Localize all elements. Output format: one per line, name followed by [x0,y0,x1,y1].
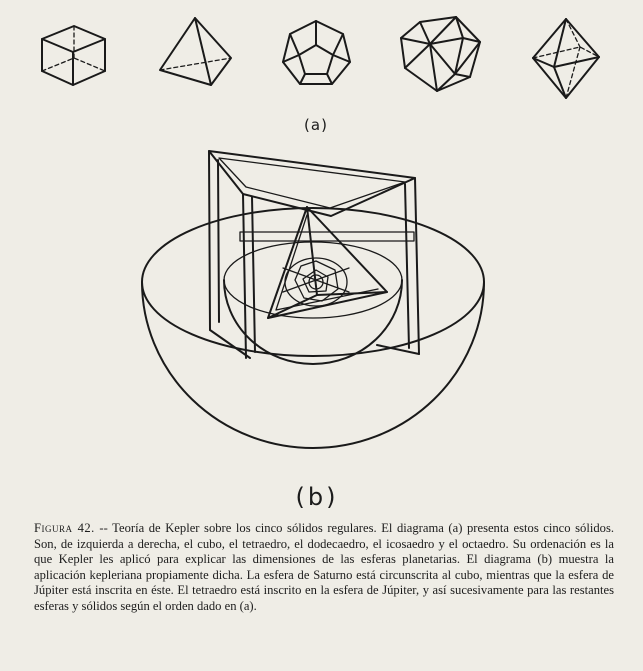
tetrahedron-frame [268,207,387,318]
cube-icon [42,26,105,85]
saturn-sphere-rim [142,208,484,356]
octahedron-icon [533,19,599,98]
kepler-nested-solids [142,151,484,448]
tetrahedron-icon [160,18,231,85]
icosahedron-icon [401,17,480,91]
figure-number: Figura 42. [34,521,95,535]
diagram-b-label: (b) [295,483,339,511]
figure-caption [34,521,614,615]
diagram-a-label: (a) [304,116,328,134]
caption-text: -- Teoría de Kepler sobre los cinco sólidos regulares. El diagrama (a) presenta estos cinco sólidos. Son, de izquierda a derecha, el cubo, el tetraedro, el dodecaedro, el icosaedro y el octaedro. Su ordenación es la que Kepler les aplicó para explicar las dimensiones de las esferas planetarias. El diagrama (b) muestra la aplicación kepleriana propiamente dicha. La esfera de Saturno está circunscrita al cubo, mientras que la esfera de Júpiter está inscrita en éste. El tetraedro está inscrito en la esfera de Júpiter, y así sucesivamente para las restantes esferas y sólidos según el orden dado en (a). [34,521,614,613]
saturn-sphere [142,282,484,448]
dodecahedron-icon [283,21,350,84]
